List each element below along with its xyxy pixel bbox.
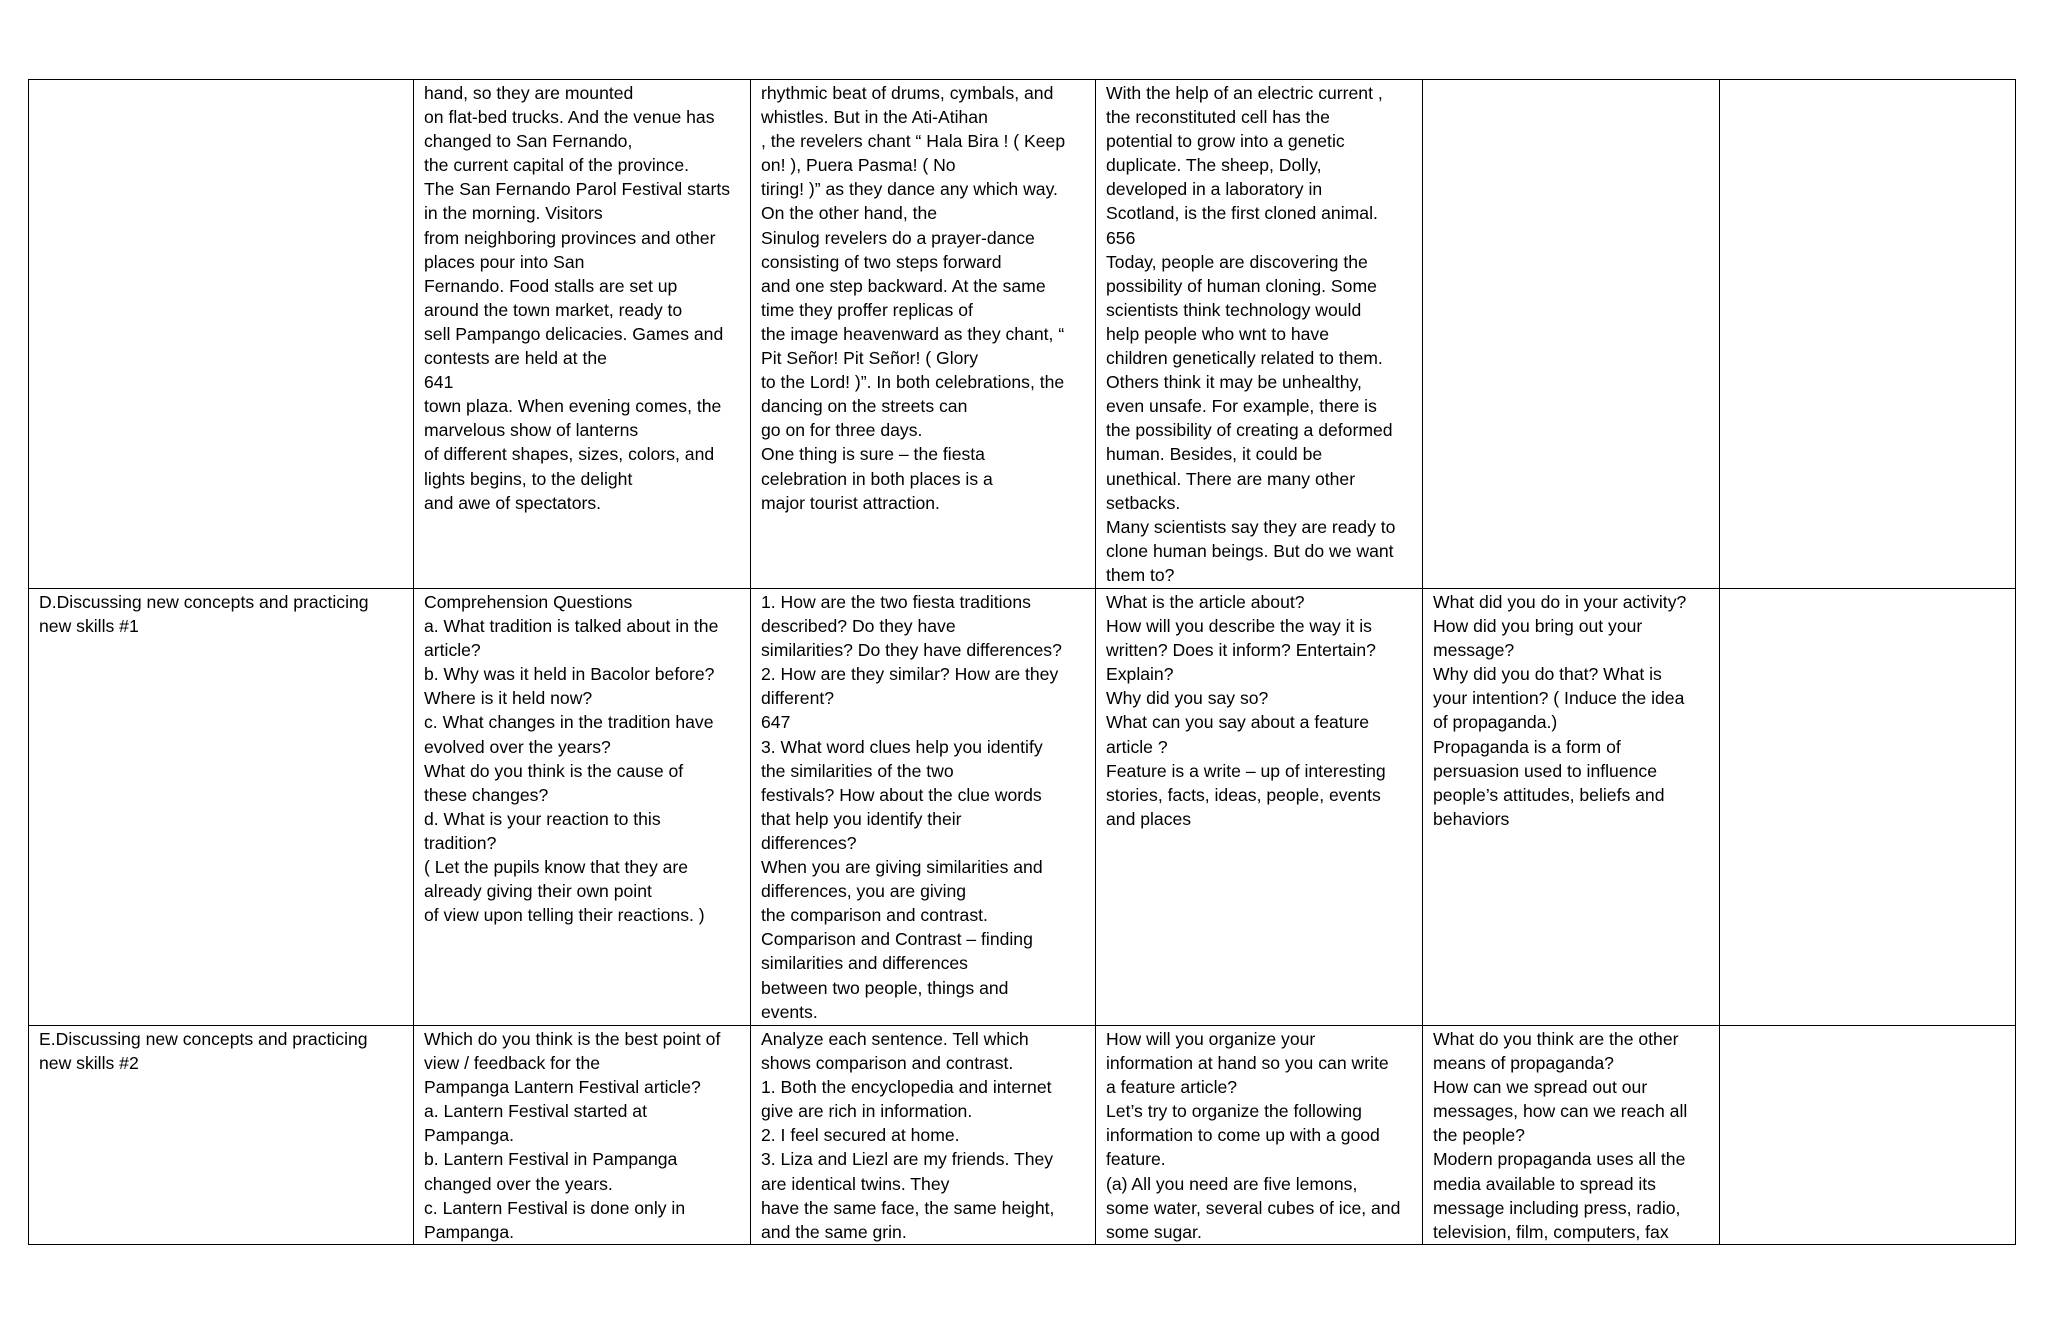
text-line: time they proffer replicas of xyxy=(761,299,973,320)
text-line: duplicate. The sheep, Dolly, xyxy=(1106,155,1322,176)
text-line: On the other hand, the xyxy=(761,203,938,224)
text-line: What can you say about a feature xyxy=(1106,712,1370,733)
text-line: 1. How are the two fiesta traditions xyxy=(761,592,1031,612)
text-line: a. What tradition is talked about in the xyxy=(424,616,719,637)
text-line: Pampanga Lantern Festival article? xyxy=(424,1077,701,1098)
text-line: differences, you are giving xyxy=(761,881,967,902)
text-line: How will you describe the way it is xyxy=(1106,616,1372,637)
day1-cell xyxy=(414,80,751,589)
text-line: people’s attitudes, beliefs and xyxy=(1433,784,1665,805)
text-line: Comprehension Questions xyxy=(424,592,633,612)
row-label-cell xyxy=(29,589,414,1026)
text-line: D.Discussing new concepts and practicing xyxy=(39,592,369,612)
text-line: different? xyxy=(761,688,835,709)
text-line: setbacks. xyxy=(1106,492,1181,513)
text-line: hand, so they are mounted xyxy=(424,83,634,103)
text-line: article? xyxy=(424,640,481,661)
text-line: consisting of two steps forward xyxy=(761,251,1002,272)
text-line: a feature article? xyxy=(1106,1077,1238,1098)
text-line: (a) All you need are five lemons, xyxy=(1106,1173,1358,1194)
day2-cell xyxy=(751,1026,1096,1245)
text-line: When you are giving similarities and xyxy=(761,857,1043,878)
text-line: celebration in both places is a xyxy=(761,468,993,489)
text-line: already giving their own point xyxy=(424,881,652,902)
text-line: Sinulog revelers do a prayer-dance xyxy=(761,227,1035,248)
text-line: the people? xyxy=(1433,1125,1525,1146)
text-line: some sugar. xyxy=(1106,1221,1202,1242)
text-line: tiring! )” as they dance any which way. xyxy=(761,179,1058,200)
table-row-d xyxy=(29,589,2016,1026)
text-line: similarities and differences xyxy=(761,953,968,974)
day3-cell xyxy=(1096,589,1423,1026)
text-line: message? xyxy=(1433,640,1515,661)
text-line: persuasion used to influence xyxy=(1433,760,1657,781)
day3-cell xyxy=(1096,1026,1423,1245)
text-line: What do you think is the cause of xyxy=(424,760,684,781)
day1-cell xyxy=(414,589,751,1026)
text-line: The San Fernando Parol Festival starts xyxy=(424,179,731,200)
text-line: stories, facts, ideas, people, events xyxy=(1106,784,1381,805)
text-line: message including press, radio, xyxy=(1433,1197,1681,1218)
text-line: clone human beings. But do we want xyxy=(1106,540,1394,561)
text-line: b. Why was it held in Bacolor before? xyxy=(424,664,715,685)
text-line: changed to San Fernando, xyxy=(424,131,633,152)
text-line: some water, several cubes of ice, and xyxy=(1106,1197,1401,1218)
text-line: article ? xyxy=(1106,736,1168,757)
text-line: 656 xyxy=(1106,227,1136,248)
text-line: lights begins, to the delight xyxy=(424,468,633,489)
text-line: contests are held at the xyxy=(424,348,607,369)
text-line: 2. How are they similar? How are they xyxy=(761,664,1059,685)
text-line: What do you think are the other xyxy=(1433,1029,1679,1049)
day5-cell xyxy=(1720,80,2016,589)
text-line: of propaganda.) xyxy=(1433,712,1558,733)
text-line: Explain? xyxy=(1106,664,1174,685)
table-row-continuation xyxy=(29,80,2016,589)
lesson-plan-table xyxy=(28,79,2016,1245)
text-line: Pampanga. xyxy=(424,1221,514,1242)
text-line: places pour into San xyxy=(424,251,585,272)
text-line: written? Does it inform? Entertain? xyxy=(1106,640,1376,661)
text-line: information at hand so you can write xyxy=(1106,1053,1389,1074)
text-line: sell Pampango delicacies. Games and xyxy=(424,323,724,344)
day4-cell xyxy=(1423,1026,1720,1245)
text-line: means of propaganda? xyxy=(1433,1053,1614,1074)
text-line: Feature is a write – up of interesting xyxy=(1106,760,1386,781)
text-line: view / feedback for the xyxy=(424,1053,601,1074)
text-line: possibility of human cloning. Some xyxy=(1106,275,1377,296)
text-line: human. Besides, it could be xyxy=(1106,444,1323,465)
text-line: Pampanga. xyxy=(424,1125,514,1146)
text-line: town plaza. When evening comes, the xyxy=(424,396,722,417)
text-line: Why did you do that? What is xyxy=(1433,664,1662,685)
text-line: around the town market, ready to xyxy=(424,299,683,320)
text-line: are identical twins. They xyxy=(761,1173,950,1194)
text-line: 647 xyxy=(761,712,791,733)
text-line: new skills #2 xyxy=(39,1053,139,1074)
text-line: Where is it held now? xyxy=(424,688,593,709)
text-line: How can we spread out our xyxy=(1433,1077,1648,1098)
text-line: the reconstituted cell has the xyxy=(1106,107,1330,128)
text-line: Why did you say so? xyxy=(1106,688,1269,709)
text-line: of view upon telling their reactions. ) xyxy=(424,905,705,926)
text-line: d. What is your reaction to this xyxy=(424,808,661,829)
text-line: and one step backward. At the same xyxy=(761,275,1046,296)
day5-cell xyxy=(1720,1026,2016,1245)
text-line: What did you do in your activity? xyxy=(1433,592,1687,612)
text-line: How will you organize your xyxy=(1106,1029,1316,1049)
text-line: major tourist attraction. xyxy=(761,492,940,513)
text-line: the image heavenward as they chant, “ xyxy=(761,323,1065,344)
text-line: Pit Señor! Pit Señor! ( Glory xyxy=(761,348,979,369)
table-row-e xyxy=(29,1026,2016,1245)
text-line: a. Lantern Festival started at xyxy=(424,1101,647,1122)
text-line: described? Do they have xyxy=(761,616,956,637)
text-line: shows comparison and contrast. xyxy=(761,1053,1014,1074)
text-line: help people who wnt to have xyxy=(1106,323,1330,344)
text-line: give are rich in information. xyxy=(761,1101,973,1122)
text-line: Many scientists say they are ready to xyxy=(1106,516,1396,537)
text-line: One thing is sure – the fiesta xyxy=(761,444,985,465)
text-line: the current capital of the province. xyxy=(424,155,690,176)
text-line: 2. I feel secured at home. xyxy=(761,1125,960,1146)
text-line: between two people, things and xyxy=(761,977,1009,998)
day3-cell xyxy=(1096,80,1423,589)
text-line: your intention? ( Induce the idea xyxy=(1433,688,1685,709)
day2-cell xyxy=(751,80,1096,589)
text-line: Today, people are discovering the xyxy=(1106,251,1368,272)
text-line: dancing on the streets can xyxy=(761,396,968,417)
text-line: With the help of an electric current , xyxy=(1106,83,1383,103)
text-line: Which do you think is the best point of xyxy=(424,1029,721,1049)
text-line: events. xyxy=(761,1001,818,1022)
text-line: festivals? How about the clue words xyxy=(761,784,1042,805)
text-line: from neighboring provinces and other xyxy=(424,227,716,248)
text-line: children genetically related to them. xyxy=(1106,348,1383,369)
text-line: Propaganda is a form of xyxy=(1433,736,1621,757)
text-line: Let’s try to organize the following xyxy=(1106,1101,1362,1122)
text-line: Scotland, is the first cloned animal. xyxy=(1106,203,1378,224)
text-line: whistles. But in the Ati-Atihan xyxy=(761,107,988,128)
text-line: differences? xyxy=(761,832,857,853)
text-line: potential to grow into a genetic xyxy=(1106,131,1345,152)
text-line: the comparison and contrast. xyxy=(761,905,988,926)
text-line: even unsafe. For example, there is xyxy=(1106,396,1377,417)
text-line: marvelous show of lanterns xyxy=(424,420,639,441)
text-line: 3. What word clues help you identify xyxy=(761,736,1043,757)
text-line: messages, how can we reach all xyxy=(1433,1101,1688,1122)
text-line: Fernando. Food stalls are set up xyxy=(424,275,678,296)
text-line: scientists think technology would xyxy=(1106,299,1362,320)
text-line: 3. Liza and Liezl are my friends. They xyxy=(761,1149,1054,1170)
text-line: , the revelers chant “ Hala Bira ! ( Keep xyxy=(761,131,1066,152)
text-line: new skills #1 xyxy=(39,616,139,637)
text-line: on! ), Puera Pasma! ( No xyxy=(761,155,956,176)
text-line: media available to spread its xyxy=(1433,1173,1656,1194)
text-line: 641 xyxy=(424,372,454,393)
text-line: Others think it may be unhealthy, xyxy=(1106,372,1362,393)
text-line: and awe of spectators. xyxy=(424,492,602,513)
text-line: and places xyxy=(1106,808,1192,829)
text-line: go on for three days. xyxy=(761,420,923,441)
text-line: b. Lantern Festival in Pampanga xyxy=(424,1149,678,1170)
text-line: rhythmic beat of drums, cymbals, and xyxy=(761,83,1054,103)
text-line: changed over the years. xyxy=(424,1173,613,1194)
text-line: them to? xyxy=(1106,564,1175,585)
text-line: of different shapes, sizes, colors, and xyxy=(424,444,715,465)
row-label-cell xyxy=(29,80,414,589)
text-line: Analyze each sentence. Tell which xyxy=(761,1029,1029,1049)
text-line: on flat-bed trucks. And the venue has xyxy=(424,107,715,128)
text-line: tradition? xyxy=(424,832,497,853)
text-line: Comparison and Contrast – finding xyxy=(761,929,1033,950)
text-line: c. Lantern Festival is done only in xyxy=(424,1197,686,1218)
text-line: have the same face, the same height, xyxy=(761,1197,1055,1218)
text-line: How did you bring out your xyxy=(1433,616,1643,637)
text-line: information to come up with a good xyxy=(1106,1125,1380,1146)
text-line: the possibility of creating a deformed xyxy=(1106,420,1393,441)
day2-cell xyxy=(751,589,1096,1026)
text-line: these changes? xyxy=(424,784,549,805)
text-line: developed in a laboratory in xyxy=(1106,179,1323,200)
text-line: Modern propaganda uses all the xyxy=(1433,1149,1686,1170)
text-line: television, film, computers, fax xyxy=(1433,1221,1669,1242)
day5-cell xyxy=(1720,589,2016,1026)
day4-cell xyxy=(1423,589,1720,1026)
text-line: ( Let the pupils know that they are xyxy=(424,857,689,878)
text-line: What is the article about? xyxy=(1106,592,1305,612)
text-line: 1. Both the encyclopedia and internet xyxy=(761,1077,1052,1098)
text-line: behaviors xyxy=(1433,808,1510,829)
text-line: E.Discussing new concepts and practicing xyxy=(39,1029,368,1049)
text-line: c. What changes in the tradition have xyxy=(424,712,714,733)
text-line: that help you identify their xyxy=(761,808,962,829)
row-label-cell xyxy=(29,1026,414,1245)
day1-cell xyxy=(414,1026,751,1245)
text-line: similarities? Do they have differences? xyxy=(761,640,1062,661)
text-line: to the Lord! )”. In both celebrations, the xyxy=(761,372,1065,393)
text-line: the similarities of the two xyxy=(761,760,954,781)
text-line: evolved over the years? xyxy=(424,736,611,757)
text-line: in the morning. Visitors xyxy=(424,203,603,224)
day4-cell xyxy=(1423,80,1720,589)
text-line: and the same grin. xyxy=(761,1221,907,1242)
text-line: unethical. There are many other xyxy=(1106,468,1356,489)
text-line: feature. xyxy=(1106,1149,1166,1170)
